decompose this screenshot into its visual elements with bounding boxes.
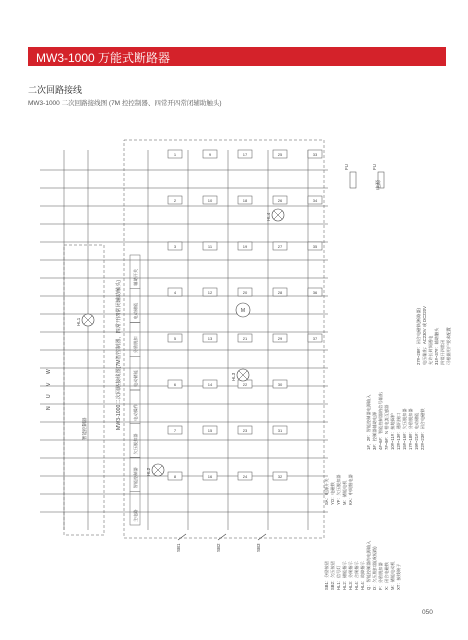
terminal-number: 5 <box>173 336 177 341</box>
header-cell-label: 智能控制器 <box>133 467 138 489</box>
terminal-number: 8 <box>173 474 177 479</box>
pole-label: V <box>46 382 52 386</box>
terminal-number: 33 <box>312 152 318 157</box>
pole-label: W <box>46 369 52 374</box>
pole-label: U <box>46 394 52 398</box>
legend-item: M：储能电机 <box>342 480 347 505</box>
legend-item: Q：智能控制器的电源输入 <box>366 540 371 590</box>
legend-item: X：闭合电磁铁 <box>384 562 389 590</box>
page-title: MW3-1000 万能式断路器 <box>36 51 171 65</box>
fuse-label: FU <box>344 164 349 170</box>
header-cell-label: 主电路 <box>133 509 138 522</box>
terminal-number: 1 <box>173 152 177 157</box>
header-cell-label: 电动操作 <box>133 403 138 421</box>
header-cell-label: 辅助开关 <box>133 268 138 286</box>
controller-label: 智能控制器 <box>82 417 87 440</box>
terminal-number: 12 <box>207 290 213 295</box>
switch-label: SB2 <box>216 543 221 552</box>
switch-label: SB1 <box>176 543 181 552</box>
legend-item: 允许长时间通电 <box>428 335 433 365</box>
legend-item: YO：电磁铁 <box>330 482 335 505</box>
header-cell-label: 电动储能 <box>133 302 138 320</box>
terminal-number: 30 <box>277 382 283 387</box>
fuse-icon <box>350 172 356 188</box>
terminal-number: 23 <box>242 428 248 433</box>
switch-label: SB3 <box>256 543 261 552</box>
legend-item: 电压输出：AC230V 或 DC220V <box>422 306 427 365</box>
terminal-number: 34 <box>312 198 318 203</box>
legend-item: 3#：控制器辅助电源 <box>372 411 377 450</box>
legend-item: SB2：欠压按钮 <box>330 561 335 590</box>
legend-item: 19#~21#：电动储能 <box>414 412 419 450</box>
diagram-rotated-title: MW3-1000二次回路接线图(7M智控制器、四常开四常闭辅助触头) <box>116 279 122 430</box>
legend-item: YF：欠压脱扣器 <box>336 474 341 505</box>
terminal-number: 28 <box>277 290 283 295</box>
terminal-number: 7 <box>173 428 177 433</box>
legend-item: M：储能电动机 <box>390 561 395 590</box>
page-number: 050 <box>422 609 433 616</box>
terminal-number: 14 <box>207 382 213 387</box>
legend-item: XT：接线端子 <box>396 563 401 590</box>
terminal-number: 17 <box>242 152 248 157</box>
pole-label: N <box>46 406 52 410</box>
switch-contact <box>178 534 186 540</box>
section-title: 二次回路接线 <box>28 85 83 95</box>
lamp-label: HL3 <box>231 372 236 381</box>
terminal-number: 27 <box>277 244 283 249</box>
legend-item: 可根据用户要求配置 <box>446 327 451 365</box>
switch-contact <box>258 534 266 540</box>
motor-symbol: M <box>240 308 246 314</box>
legend-item: 10#~11#：接地保护 <box>390 412 395 450</box>
legend-item: 7#~9#：N 相电流互感器 <box>384 404 389 450</box>
header-cell-label: 欠压脱扣器 <box>133 433 138 455</box>
terminal-number: 24 <box>242 474 248 479</box>
terminal-number: 20 <box>242 290 248 295</box>
lamp-label: HL1 <box>76 317 81 326</box>
switch-contact <box>218 534 226 540</box>
terminal-number: 9 <box>208 152 212 157</box>
terminal-number: 18 <box>242 198 248 203</box>
terminal-number: 10 <box>207 198 213 203</box>
header-cell-label: 分励脱扣 <box>133 336 138 354</box>
legend-item: 1#、2#：智能控制器电源输入 <box>366 394 371 450</box>
terminal-number: 25 <box>277 152 283 157</box>
terminal-number: 29 <box>277 336 283 341</box>
header-cell-label: 电动储能 <box>133 370 138 387</box>
legend-item: HL3：分闸指示 <box>348 561 353 590</box>
controller-frame <box>124 140 324 538</box>
diagram-labels <box>46 152 452 590</box>
legend-item: HL4：合闸指示 <box>354 561 359 590</box>
legend-item: HL2：储能指示 <box>342 561 347 590</box>
legend-item: 15#~16#：欠压脱扣器 <box>402 408 407 450</box>
legend-item: HL4：故障指示 <box>360 561 365 590</box>
terminal-number: 35 <box>312 244 318 249</box>
legend-item: 12#~13#：通讯接口 <box>396 412 401 450</box>
controller-dashed-box <box>64 245 104 535</box>
legend-item: 4#~6#：智能控制器的信号输出 <box>378 392 383 450</box>
legend-item: 27#~28#：闭合电磁铁(断路器) <box>416 308 421 365</box>
fuse-label: FU <box>372 164 377 170</box>
legend-item: 四常开四常闭 <box>440 339 445 365</box>
legend-item: F：分励脱扣器 <box>378 562 383 590</box>
legend-item: KA：中间继电器 <box>348 474 353 505</box>
terminal-number: 37 <box>312 336 318 341</box>
terminal-number: 6 <box>173 382 177 387</box>
terminal-number: 11 <box>207 244 213 249</box>
terminal-number: 4 <box>173 290 177 295</box>
terminal-number: 36 <box>312 290 318 295</box>
legend-item: 22#~23#：闭合电磁铁 <box>420 408 425 450</box>
header-bar <box>28 47 446 66</box>
legend-item: SA：电源开关 <box>324 478 329 505</box>
legend-item: D：欠压脱扣器(或短路) <box>372 546 377 590</box>
legend-item: HL1：信号灯 <box>336 565 341 590</box>
terminal-number: 2 <box>173 198 177 203</box>
terminal-number: 22 <box>242 382 248 387</box>
terminal-number: 3 <box>173 244 177 249</box>
terminal-number: 15 <box>207 428 213 433</box>
legend-item: 31#~37#：辅助触头 <box>434 327 439 365</box>
terminal-number: 31 <box>277 428 283 433</box>
terminal-number: 26 <box>277 198 283 203</box>
terminal-number: 21 <box>242 336 248 341</box>
power-label: 电源 <box>376 179 382 190</box>
legend-item: SB1：分励按钮 <box>324 561 329 590</box>
lamp-label: HL2 <box>146 467 151 476</box>
lamp-label: HL4 <box>266 212 271 221</box>
terminal-number: 16 <box>207 474 213 479</box>
terminal-number: 19 <box>242 244 248 249</box>
terminal-number: 13 <box>207 336 213 341</box>
wiring-diagram <box>28 110 451 600</box>
legend-item: 17#~18#：分励脱扣器 <box>408 408 413 450</box>
diagram-caption: MW3-1000 二次回路接线图 (7M 控控制器、四常开四常闭辅助触头) <box>28 100 222 107</box>
terminal-number: 32 <box>277 474 283 479</box>
